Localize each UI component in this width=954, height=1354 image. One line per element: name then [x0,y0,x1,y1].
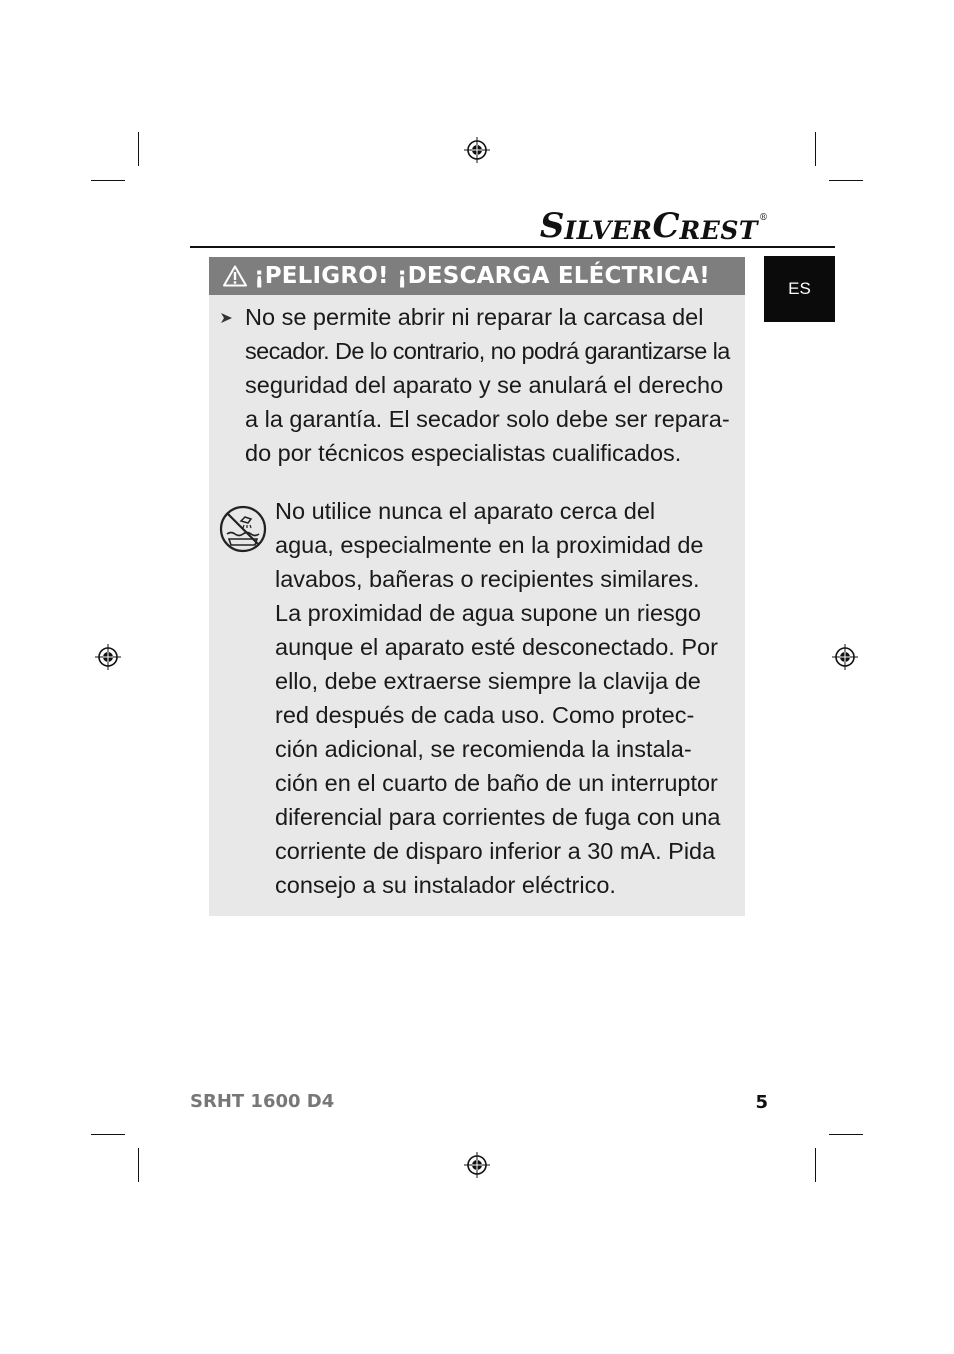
bullet-arrow-icon [220,312,233,324]
crop-mark-bottom-left-vertical [138,1148,139,1182]
language-tab-label: ES [788,279,811,298]
page-number: 5 [755,1092,768,1113]
brand-logo-part: REST [679,216,758,245]
warning-title-bar [209,257,745,295]
crop-mark-top-right-vertical [815,132,816,166]
registered-mark: ® [759,213,768,223]
bullet-paragraph [245,300,735,470]
crop-mark-top-right-horizontal [829,180,863,181]
text-line: consejo a su instalador eléctrico. [275,872,616,898]
crop-mark-top-left-horizontal [91,180,125,181]
warning-title: ¡PELIGRO! ¡DESCARGA ELÉCTRICA! [254,263,710,289]
text-line: La proximidad de agua supone un riesgo [275,600,701,626]
crop-mark-top-left-vertical [138,132,139,166]
crop-mark-bottom-right-vertical [815,1148,816,1182]
text-line: do por técnicos especialistas cualificados. [245,440,682,466]
text-line: red después de cada uso. Como protec- [275,702,695,728]
brand-logo-initial: C [652,206,680,246]
text-line: corriente de disparo inferior a 30 mA. Pida [275,838,716,864]
text-line: lavabos, bañeras o recipientes similares. [275,566,700,592]
text-line: secador. De lo contrario, no podrá garantizarse la [245,338,730,364]
crop-mark-bottom-left-horizontal [91,1134,125,1135]
brand-logo-initial: S [539,206,565,246]
footer-model-number: SRHT 1600 D4 [190,1091,335,1112]
registration-mark-icon [464,137,490,163]
warning-triangle-icon [223,265,247,287]
water-paragraph [275,494,735,902]
no-water-icon [219,505,267,553]
text-line: agua, especialmente en la proximidad de [275,532,704,558]
warning-box [209,257,745,916]
text-line: aunque el aparato esté desconectado. Por [275,634,718,660]
language-tab [764,256,835,322]
registration-mark-icon [832,644,858,670]
crop-mark-bottom-right-horizontal [829,1134,863,1135]
text-line: ción adicional, se recomienda la instala- [275,736,692,762]
registration-mark-icon [95,644,121,670]
text-line: ello, debe extraerse siempre la clavija de [275,668,701,694]
text-line: seguridad del aparato y se anulará el derecho [245,372,724,398]
header-rule [190,246,835,248]
brand-logo-part: ILVER [564,216,653,245]
text-line: diferencial para corrientes de fuga con una [275,804,721,830]
text-line: No se permite abrir ni reparar la carcasa del [245,304,704,330]
text-line: No utilice nunca el aparato cerca del [275,498,656,524]
registration-mark-icon [464,1152,490,1178]
text-line: ción en el cuarto de baño de un interruptor [275,770,718,796]
text-line: a la garantía. El secador solo debe ser repara- [245,406,730,432]
brand-logo [539,203,768,246]
